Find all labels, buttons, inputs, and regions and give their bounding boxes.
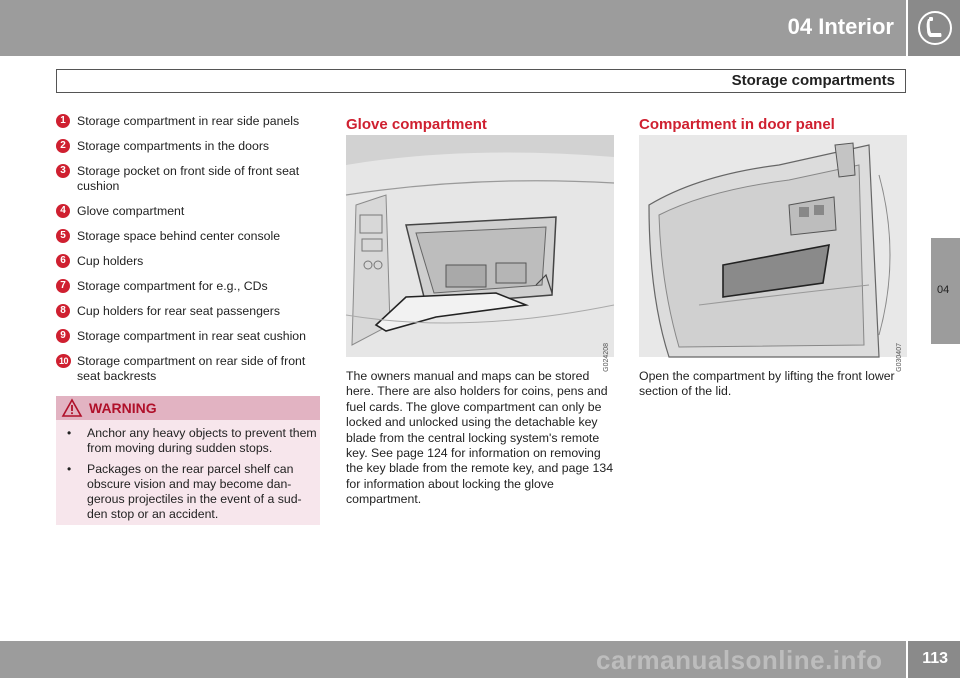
list-item-text: Storage pocket on front side of front seat cushion — [77, 164, 300, 193]
list-item — [56, 279, 320, 294]
warning-list — [66, 426, 318, 528]
seat-icon — [917, 10, 953, 46]
watermark: carmanualsonline.info — [596, 645, 883, 675]
door-heading: Compartment in door panel — [639, 116, 835, 133]
list-item-text: Storage space behind center console — [77, 229, 281, 243]
number-badge: 2 — [56, 139, 70, 153]
warning-triangle-icon — [62, 399, 82, 417]
top-header-bar — [0, 0, 960, 56]
bullet-icon: • — [67, 426, 72, 440]
warning-title: WARNING — [89, 400, 157, 416]
figure-code: G024208 — [603, 343, 610, 372]
page-number: 113 — [922, 650, 948, 667]
list-item — [56, 204, 320, 219]
number-badge: 10 — [56, 354, 71, 368]
number-badge: 4 — [56, 204, 70, 218]
list-item — [56, 354, 320, 384]
door-panel-illustration — [639, 135, 907, 372]
number-badge: 6 — [56, 254, 70, 268]
number-badge: 7 — [56, 279, 70, 293]
number-badge: 8 — [56, 304, 70, 318]
list-item-text: Cup holders for rear seat passengers — [77, 304, 281, 318]
list-item-text: Glove compartment — [77, 204, 185, 218]
section-title-bar — [56, 69, 906, 93]
bullet-icon: • — [67, 462, 72, 476]
number-badge: 5 — [56, 229, 70, 243]
list-item-text: Storage compartment in rear side panels — [77, 114, 300, 128]
list-item — [56, 254, 320, 269]
glove-compartment-illustration — [346, 135, 614, 372]
chapter-side-tab[interactable] — [931, 238, 960, 344]
chapter-icon-box — [906, 0, 960, 56]
warning-box — [56, 396, 320, 525]
list-item — [56, 164, 320, 194]
warning-item — [66, 462, 318, 522]
section-title: Storage compartments — [731, 72, 895, 89]
warning-item — [66, 426, 318, 456]
list-item — [56, 139, 320, 154]
list-item — [56, 114, 320, 129]
chapter-title: 04 Interior — [787, 14, 894, 39]
page-number-box — [906, 641, 960, 678]
list-item-text: Storage compartment on rear side of front seat backrests — [77, 354, 306, 383]
warning-header — [56, 396, 320, 420]
glove-paragraph: The owners manual and maps can be stored here. There are also holders for coins, pens and fuel cards. The glove compartment can only be locked and unlocked using the detachable key blade from the central locking system's remote key. See page 124 for information on removing the key blade from the remote key, and page 134 for information about locking the glove compartment. — [346, 369, 614, 507]
figure-code: G030407 — [896, 343, 903, 372]
storage-list — [56, 114, 320, 394]
warning-item-text: Anchor any heavy objects to prevent them from moving during sudden stops. — [87, 426, 317, 455]
list-item — [56, 304, 320, 319]
glove-heading: Glove compartment — [346, 116, 487, 133]
door-paragraph: Open the compartment by lifting the front lower section of the lid. — [639, 369, 895, 399]
list-item — [56, 329, 320, 344]
list-item-text: Storage compartments in the doors — [77, 139, 270, 153]
list-item-text: Storage compartment for e.g., CDs — [77, 279, 268, 293]
number-badge: 3 — [56, 164, 70, 178]
list-item-text: Cup holders — [77, 254, 144, 268]
warning-item-text: Packages on the rear parcel shelf can obscure vision and may become dan-gerous projectiles in the event of a sud-den stop or an accident. — [87, 462, 302, 521]
chapter-tab-label: 04 — [937, 284, 950, 296]
number-badge: 1 — [56, 114, 70, 128]
number-badge: 9 — [56, 329, 70, 343]
list-item-text: Storage compartment in rear seat cushion — [77, 329, 306, 343]
list-item — [56, 229, 320, 244]
